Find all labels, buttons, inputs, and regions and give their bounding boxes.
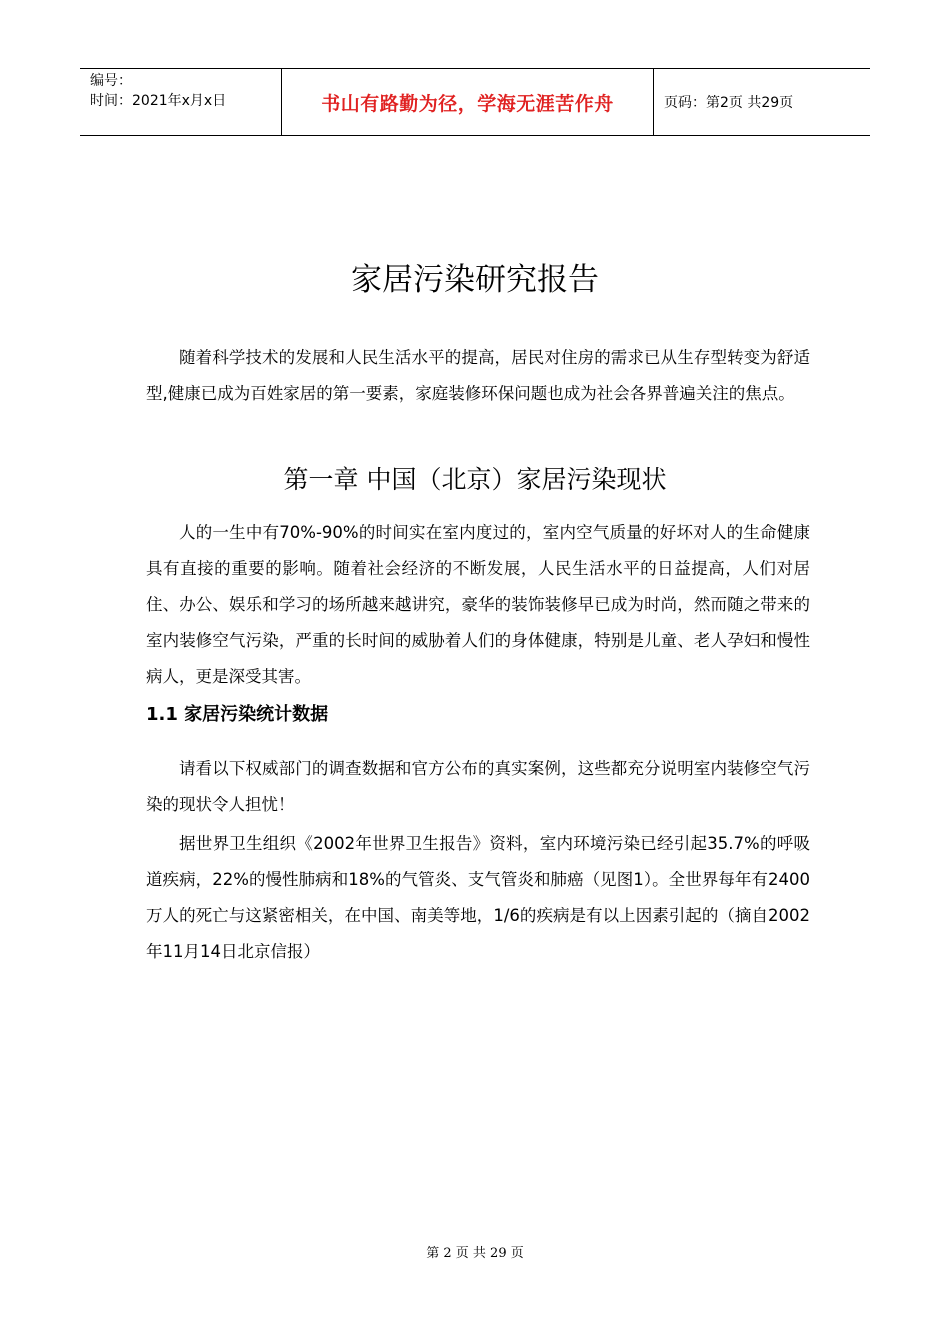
section-paragraph-2: 据世界卫生组织《2002年世界卫生报告》资料，室内环境污染已经引起35.7%的呼吸道疾病，22%的慢性肺病和18%的气管炎、支气管炎和肺癌（见图1）。全世界每年有2400万人的死亡与这紧密相关，在中国、南美等地，1/6的疾病是有以上因素引起的（摘自2002年11月14日北京信报） xyxy=(146,834,810,961)
chapter-paragraph: 人的一生中有70%-90%的时间实在室内度过的，室内空气质量的好坏对人的生命健康具有直接的重要的影响。随着社会经济的不断发展，人民生活水平的日益提高，人们对居住、办公、娱乐和学习的场所越来越讲究，豪华的装饰装修早已成为时尚，然而随之带来的室内装修空气污染，严重的长时间的威胁着人们的身体健康，特别是儿童、老人孕妇和慢性病人，更是深受其害。 xyxy=(146,523,810,686)
intro-paragraph: 随着科学技术的发展和人民生活水平的提高，居民对住房的需求已从生存型转变为舒适型,健康已成为百姓家居的第一要素，家庭装修环保问题也成为社会各界普遍关注的焦点。 xyxy=(146,348,810,403)
document-title: 家居污染研究报告 xyxy=(351,262,599,298)
header-page-info: 页码：第2页 共29页 xyxy=(664,95,794,111)
header-meta xyxy=(80,69,281,135)
section-title: 1.1 家居污染统计数据 xyxy=(146,704,329,725)
section-paragraph-1: 请看以下权威部门的调查数据和官方公布的真实案例，这些都充分说明室内装修空气污染的现状令人担忧！ xyxy=(146,759,810,814)
number-label: 编号： xyxy=(90,73,132,89)
time-label: 时间：2021年x月x日 xyxy=(90,93,227,109)
header-motto: 书山有路勤为径，学海无涯苦作舟 xyxy=(281,69,654,135)
chapter-title: 第一章 中国（北京）家居污染现状 xyxy=(283,465,667,494)
page-header xyxy=(80,68,870,136)
page-footer: 第 2 页 共 29 页 xyxy=(426,1246,524,1261)
